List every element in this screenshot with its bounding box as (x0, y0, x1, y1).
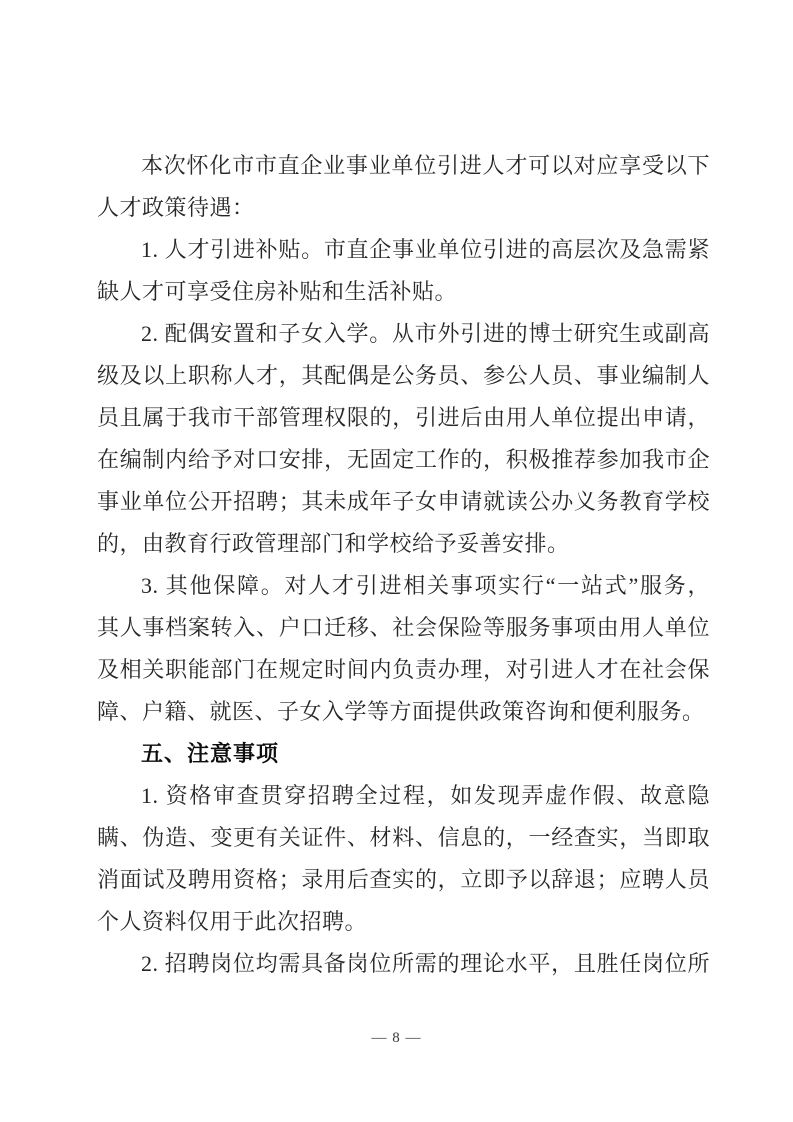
text-line: 瞒、伪造、变更有关证件、材料、信息的，一经查实，当即取 (97, 825, 710, 850)
text-line: 障、户籍、就医、子女入学等方面提供政策咨询和便利服务。 (97, 699, 705, 724)
text-line: 缺人才可享受住房补贴和生活补贴。 (97, 279, 458, 304)
text-line: 人才政策待遇： (97, 195, 255, 220)
text-line: 1. 资格审查贯穿招聘全过程，如发现弄虚作假、故意隐 (141, 783, 710, 808)
text-line: 事业单位公开招聘；其未成年子女申请就读公办义务教育学校 (97, 489, 710, 514)
text-line: 员且属于我市干部管理权限的，引进后由用人单位提出申请， (97, 405, 710, 430)
text-line: 的，由教育行政管理部门和学校给予妥善安排。 (97, 531, 570, 556)
text-line: 2. 配偶安置和子女入学。从市外引进的博士研究生或副高 (141, 321, 710, 346)
text-line: 在编制内给予对口安排，无固定工作的，积极推荐参加我市企 (97, 447, 710, 472)
text-line: 个人资料仅用于此次招聘。 (97, 909, 368, 934)
section-heading: 五、注意事项 (141, 741, 280, 766)
text-line: 2. 招聘岗位均需具备岗位所需的理论水平，且胜任岗位所 (141, 951, 710, 976)
text-line: 级及以上职称人才，其配偶是公务员、参公人员、事业编制人 (97, 363, 710, 388)
document-body (97, 145, 710, 985)
text-line: 消面试及聘用资格；录用后查实的，立即予以辞退；应聘人员 (97, 867, 710, 892)
text-line: 3. 其他保障。对人才引进相关事项实行“一站式”服务， (141, 573, 710, 598)
text-line: 本次怀化市市直企业事业单位引进人才可以对应享受以下 (141, 153, 710, 178)
text-line: 及相关职能部门在规定时间内负责办理，对引进人才在社会保 (97, 657, 710, 682)
page-number: — 8 — (371, 1030, 422, 1046)
text-line: 1. 人才引进补贴。市直企事业单位引进的高层次及急需紧 (141, 237, 710, 262)
text-line: 其人事档案转入、户口迁移、社会保险等服务事项由用人单位 (97, 615, 710, 640)
